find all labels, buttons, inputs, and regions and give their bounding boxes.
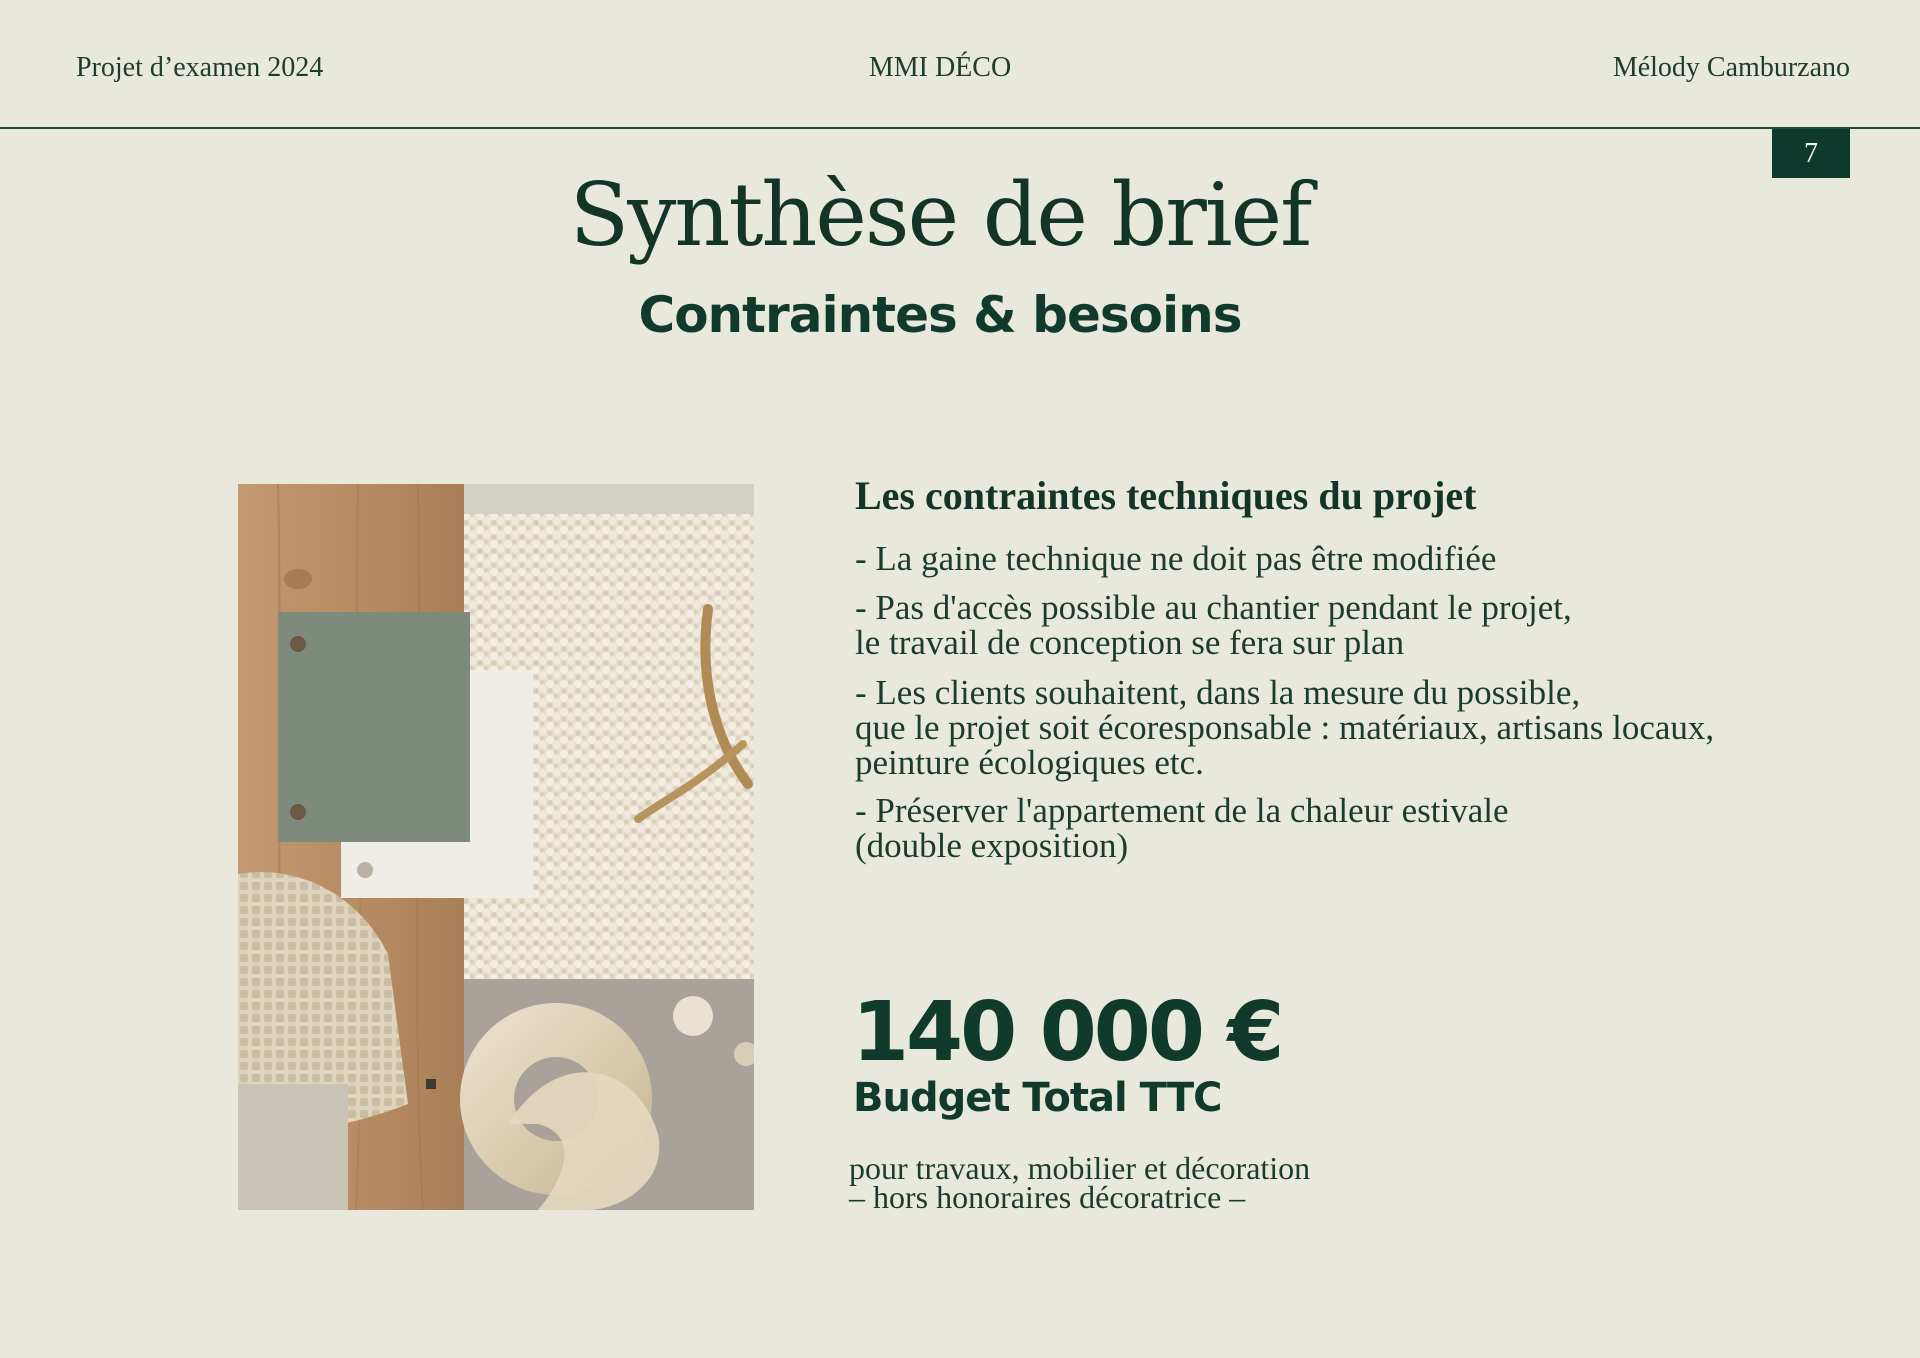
constraint-item xyxy=(855,793,1508,863)
page-title: Synthèse de brief xyxy=(569,164,1311,266)
budget-label: Budget Total TTC xyxy=(853,1075,1222,1121)
constraint-line: - La gaine technique ne doit pas être modifiée xyxy=(855,539,1497,578)
constraint-item xyxy=(855,590,1572,660)
exam-project-label: Projet d’examen 2024 xyxy=(76,52,324,83)
constraint-line: - Préserver l'appartement de la chaleur estivale xyxy=(855,791,1509,830)
constraint-item xyxy=(855,541,1496,576)
constraint-line: que le projet soit écoresponsable : matériaux, artisans locaux, xyxy=(855,708,1715,747)
constraints-heading: Les contraintes techniques du projet xyxy=(855,473,1477,518)
constraint-line: - Les clients souhaitent, dans la mesure du possible, xyxy=(855,673,1581,712)
budget-note-line: – hors honoraires décoratrice – xyxy=(849,1179,1246,1215)
constraint-line: le travail de conception se fera sur plan xyxy=(855,623,1405,662)
constraint-line: - Pas d'accès possible au chantier pendant le projet, xyxy=(855,588,1572,627)
constraint-item xyxy=(855,675,1714,780)
page-header xyxy=(0,0,1920,129)
brand-name: MMI DÉCO xyxy=(868,52,1012,83)
constraint-line: (double exposition) xyxy=(855,826,1129,865)
page-subtitle: Contraintes & besoins xyxy=(638,286,1242,344)
author-name: Mélody Camburzano xyxy=(1612,52,1850,83)
budget-note-line: pour travaux, mobilier et décoration xyxy=(849,1150,1311,1186)
budget-amount: 140 000 € xyxy=(852,985,1282,1080)
constraint-line: peinture écologiques etc. xyxy=(855,743,1204,782)
page-number-badge: 7 xyxy=(1772,129,1850,178)
moodboard-photo xyxy=(238,484,754,1210)
